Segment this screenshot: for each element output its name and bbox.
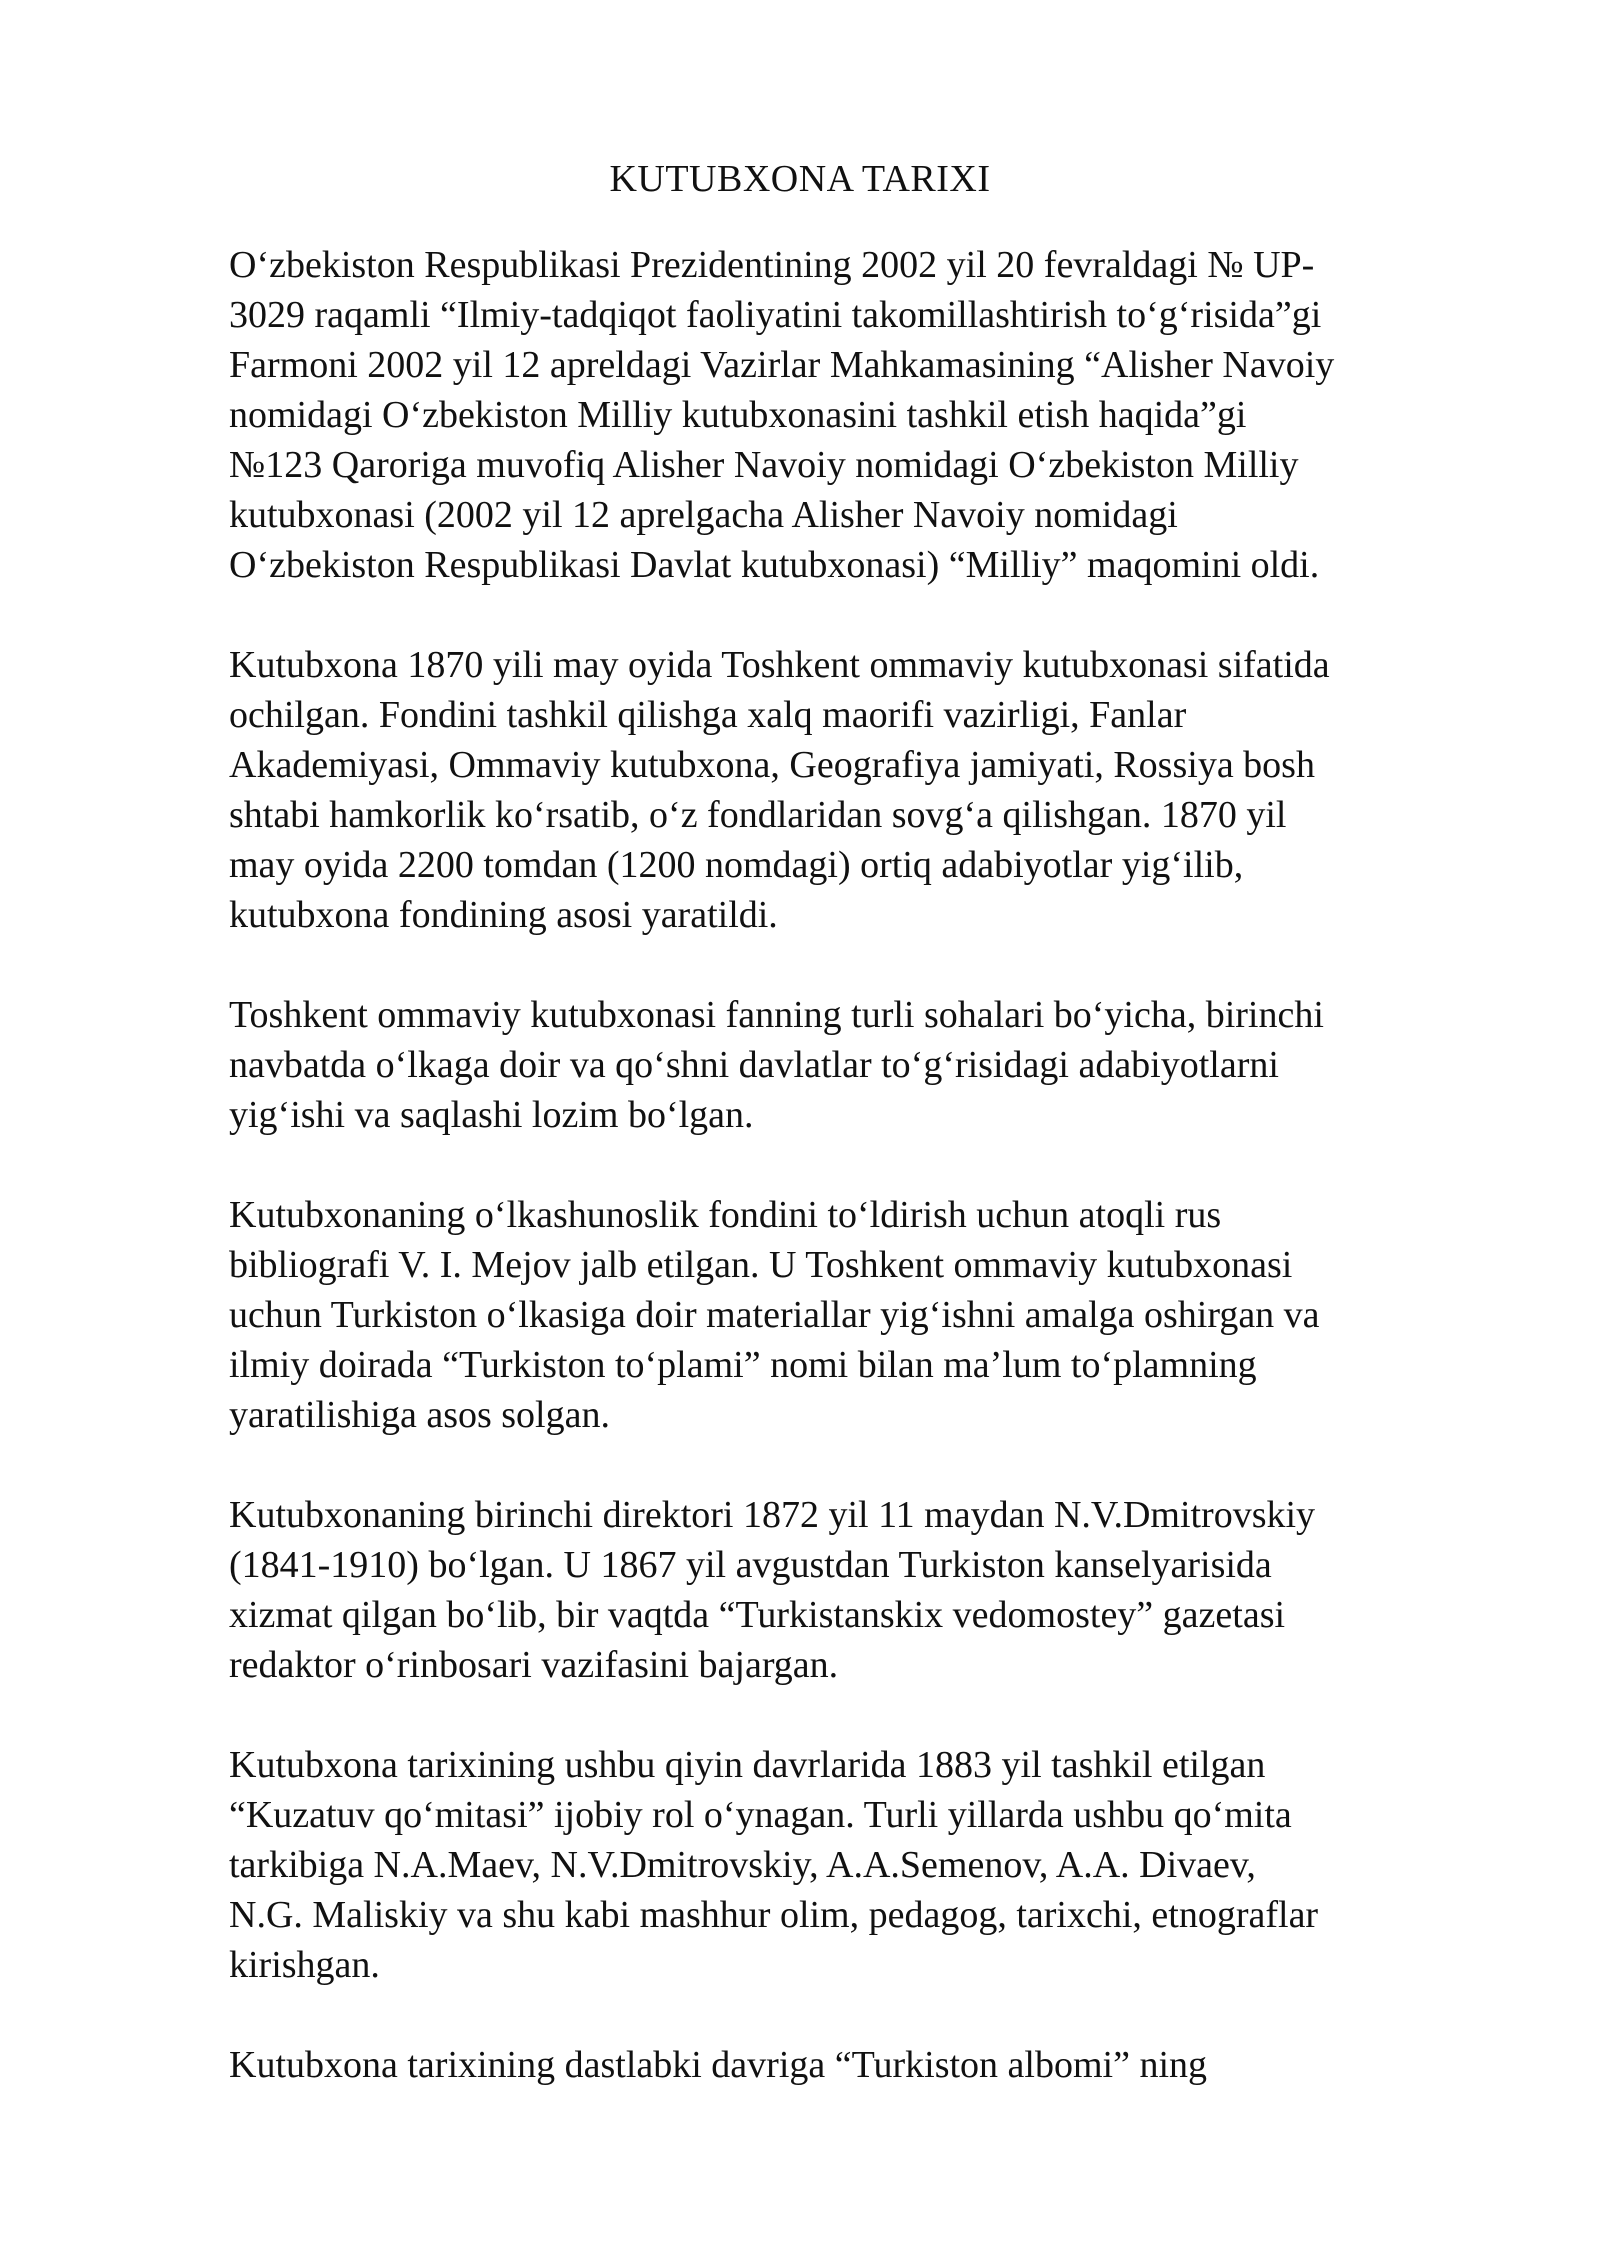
paragraph-first-director: [229, 1490, 1529, 1690]
text-line: (1841-1910) bo‘lgan. U 1867 yil avgustdan Turkiston kanselyarisida: [229, 1544, 1272, 1586]
text-line: xizmat qilgan bo‘lib, bir vaqtda “Turkistanskix vedomostey” gazetasi: [229, 1594, 1286, 1636]
paragraph-album: [229, 2040, 1529, 2090]
paragraph-mejov: [229, 1190, 1529, 1440]
document-body: [229, 240, 1529, 2140]
text-line: yig‘ishi va saqlashi lozim bo‘lgan.: [229, 1094, 754, 1136]
text-line: 3029 raqamli “Ilmiy-tadqiqot faoliyatini takomillashtirish to‘g‘risida”gi: [229, 294, 1322, 336]
text-line: yaratilishiga asos solgan.: [229, 1394, 610, 1436]
text-line: kutubxonasi (2002 yil 12 aprelgacha Alisher Navoiy nomidagi: [229, 494, 1178, 536]
paragraph-collection: [229, 990, 1529, 1140]
text-line: shtabi hamkorlik ko‘rsatib, o‘z fondlaridan sovg‘a qilishgan. 1870 yil: [229, 794, 1287, 836]
text-line: Kutubxonaning birinchi direktori 1872 yil 11 maydan N.V.Dmitrovskiy: [229, 1494, 1316, 1536]
text-line: Toshkent ommaviy kutubxonasi fanning turli sohalari bo‘yicha, birinchi: [229, 994, 1324, 1036]
paragraph-founding: [229, 640, 1529, 940]
text-line: N.G. Maliskiy va shu kabi mashhur olim, pedagog, tarixchi, etnograflar: [229, 1894, 1319, 1936]
text-line: bibliografi V. I. Mejov jalb etilgan. U Toshkent ommaviy kutubxonasi: [229, 1244, 1293, 1286]
text-line: kutubxona fondining asosi yaratildi.: [229, 894, 778, 936]
text-line: “Kuzatuv qo‘mitasi” ijobiy rol o‘ynagan. Turli yillarda ushbu qo‘mita: [229, 1794, 1292, 1836]
text-line: redaktor o‘rinbosari vazifasini bajargan.: [229, 1644, 839, 1686]
text-line: O‘zbekiston Respublikasi Davlat kutubxonasi) “Milliy” maqomini oldi.: [229, 544, 1320, 586]
text-line: navbatda o‘lkaga doir va qo‘shni davlatlar to‘g‘risidagi adabiyotlarni: [229, 1044, 1279, 1086]
text-line: Akademiyasi, Ommaviy kutubxona, Geografiya jamiyati, Rossiya bosh: [229, 744, 1315, 786]
paragraph-status: [229, 240, 1529, 590]
text-line: Kutubxonaning o‘lkashunoslik fondini to‘ldirish uchun atoqli rus: [229, 1194, 1222, 1236]
text-line: Farmoni 2002 yil 12 apreldagi Vazirlar Mahkamasining “Alisher Navoiy: [229, 344, 1335, 386]
text-line: kirishgan.: [229, 1944, 380, 1986]
text-line: tarkibiga N.A.Maev, N.V.Dmitrovskiy, A.A.Semenov, A.A. Divaev,: [229, 1844, 1256, 1886]
text-line: ochilgan. Fondini tashkil qilishga xalq maorifi vazirligi, Fanlar: [229, 694, 1187, 736]
text-line: Kutubxona tarixining dastlabki davriga “Turkiston albomi” ning: [229, 2044, 1208, 2086]
text-line: №123 Qaroriga muvofiq Alisher Navoiy nomidagi O‘zbekiston Milliy: [229, 444, 1299, 486]
text-line: Kutubxona 1870 yili may oyida Toshkent ommaviy kutubxonasi sifatida: [229, 644, 1330, 686]
text-line: uchun Turkiston o‘lkasiga doir materiallar yig‘ishni amalga oshirgan va: [229, 1294, 1320, 1336]
text-line: may oyida 2200 tomdan (1200 nomdagi) ortiq adabiyotlar yig‘ilib,: [229, 844, 1244, 886]
text-line: nomidagi O‘zbekiston Milliy kutubxonasini tashkil etish haqida”gi: [229, 394, 1247, 436]
page-title: KUTUBXONA TARIXI: [609, 158, 991, 200]
paragraph-committee: [229, 1740, 1529, 1990]
text-line: O‘zbekiston Respublikasi Prezidentining 2002 yil 20 fevraldagi № UP-: [229, 244, 1315, 286]
text-line: ilmiy doirada “Turkiston to‘plami” nomi bilan ma’lum to‘plamning: [229, 1344, 1257, 1386]
text-line: Kutubxona tarixining ushbu qiyin davrlarida 1883 yil tashkil etilgan: [229, 1744, 1266, 1786]
